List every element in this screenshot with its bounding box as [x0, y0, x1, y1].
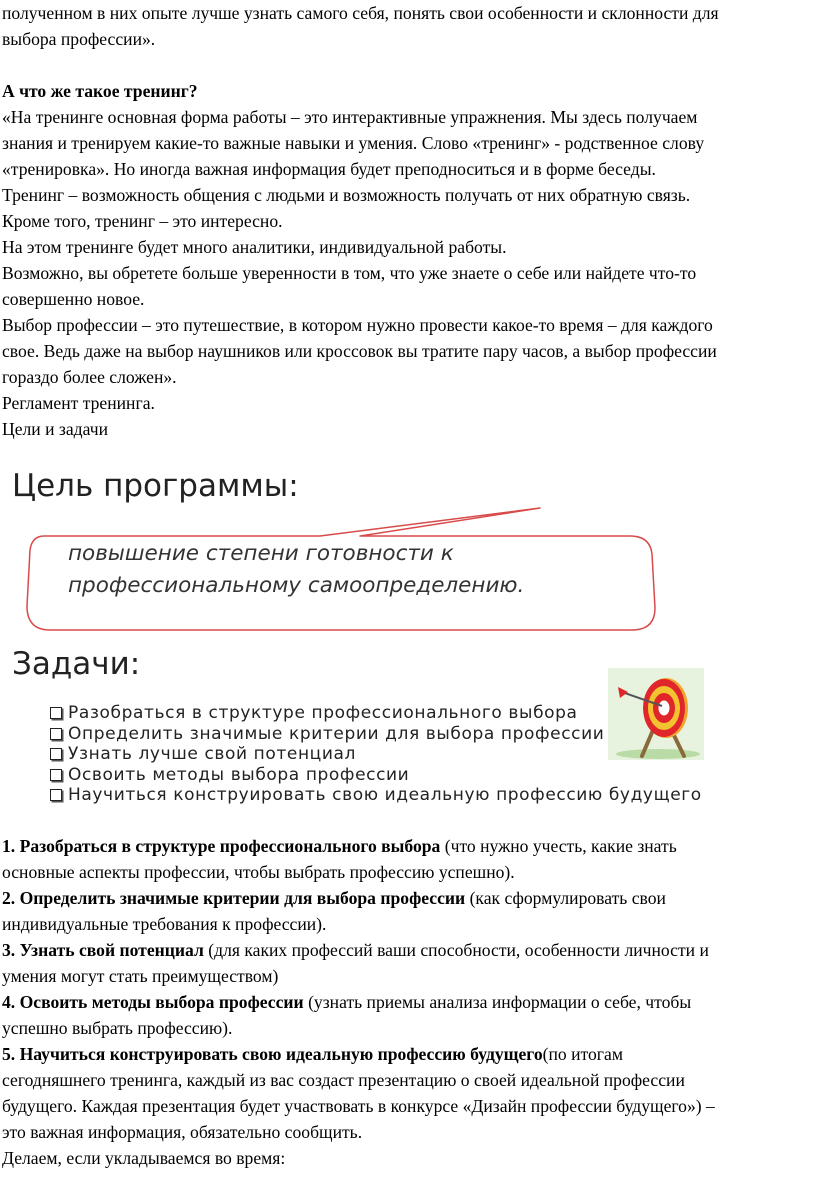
training-line: свое. Ведь даже на выбор наушников или кроссовок вы тратите пару часов, а выбор профессии [2, 341, 717, 361]
training-heading: А что же такое тренинг? [2, 81, 198, 101]
training-line: Регламент тренинга. [2, 393, 155, 413]
goals-slide-image [0, 458, 816, 820]
training-line: «На тренинге основная форма работы – это интерактивные упражнения. Мы здесь получаем [2, 107, 698, 127]
tasks-title: Задачи: [12, 646, 141, 682]
training-line: Цели и задачи [2, 419, 109, 439]
task-detail-1-cont: основные аспекты профессии, чтобы выбрать профессию успешно). [2, 862, 515, 882]
goal-text [68, 538, 628, 602]
goal-line: повышение степени готовности к [68, 541, 454, 566]
task-item: Освоить методы выбора профессии [50, 765, 702, 786]
training-line: Кроме того, тренинг – это интересно. [2, 211, 283, 231]
task-item: Научиться конструировать свою идеальную профессию будущего [50, 785, 702, 806]
checkbox-icon [50, 728, 62, 740]
task-detail-4: 4. Освоить методы выбора профессии (узнать приемы анализа информации о себе, чтобы [2, 992, 692, 1012]
task-detail-5-cont: будущего. Каждая презентация будет участвовать в конкурсе «Дизайн профессии будущего») – [2, 1096, 715, 1116]
task-detail-2: 2. Определить значимые критерии для выбора профессии (как сформулировать свои [2, 888, 666, 908]
training-line: Выбор профессии – это путешествие, в котором нужно провести какое-то время – для каждого [2, 315, 713, 335]
task-item: Узнать лучше свой потенциал [50, 744, 702, 765]
training-line: Возможно, вы обретете больше уверенности в том, что уже знаете о себе или найдете что-то [2, 263, 697, 283]
goal-title: Цель программы: [12, 468, 299, 504]
task-detail-5-cont: сегодняшнего тренинга, каждый из вас создаст презентацию о своей идеальной профессии [2, 1070, 685, 1090]
checkbox-icon [50, 789, 62, 801]
task-detail-4-cont: успешно выбрать профессию). [2, 1018, 233, 1038]
training-line: «тренировка». Но иногда важная информация будет преподноситься и в форме беседы. [2, 159, 656, 179]
training-line: знания и тренируем какие-то важные навыки и умения. Слово «тренинг» - родственное слову [2, 133, 705, 153]
task-item: Определить значимые критерии для выбора профессии [50, 724, 702, 745]
task-detail-1: 1. Разобраться в структуре профессионального выбора (что нужно учесть, какие знать [2, 836, 677, 856]
task-detail-2-cont: индивидуальные требования к профессии). [2, 914, 327, 934]
closing-line: Делаем, если укладываемся во время: [2, 1148, 286, 1168]
training-line: На этом тренинге будет много аналитики, индивидуальной работы. [2, 237, 507, 257]
task-detail-3: 3. Узнать свой потенциал (для каких профессий ваши способности, особенности личности и [2, 940, 709, 960]
training-line: гораздо более сложен». [2, 367, 177, 387]
intro-line-2: выбора профессии». [2, 29, 156, 49]
training-line: совершенно новое. [2, 289, 145, 309]
training-line: Тренинг – возможность общения с людьми и возможность получать от них обратную связь. [2, 185, 691, 205]
task-item: Разобраться в структуре профессионального выбора [50, 703, 702, 724]
task-detail-3-cont: умения могут стать преимуществом) [2, 966, 279, 986]
checkbox-icon [50, 707, 62, 719]
goal-line: профессиональному самоопределению. [68, 573, 525, 598]
checkbox-icon [50, 748, 62, 760]
checkbox-icon [50, 769, 62, 781]
tasks-checklist [50, 703, 702, 806]
task-detail-5: 5. Научиться конструировать свою идеальную профессию будущего(по итогам [2, 1044, 623, 1064]
intro-line-1: полученном в них опыте лучше узнать самого себя, понять свои особенности и склонности для [2, 3, 719, 23]
task-detail-5-cont: это важная информация, обязательно сообщить. [2, 1122, 363, 1142]
